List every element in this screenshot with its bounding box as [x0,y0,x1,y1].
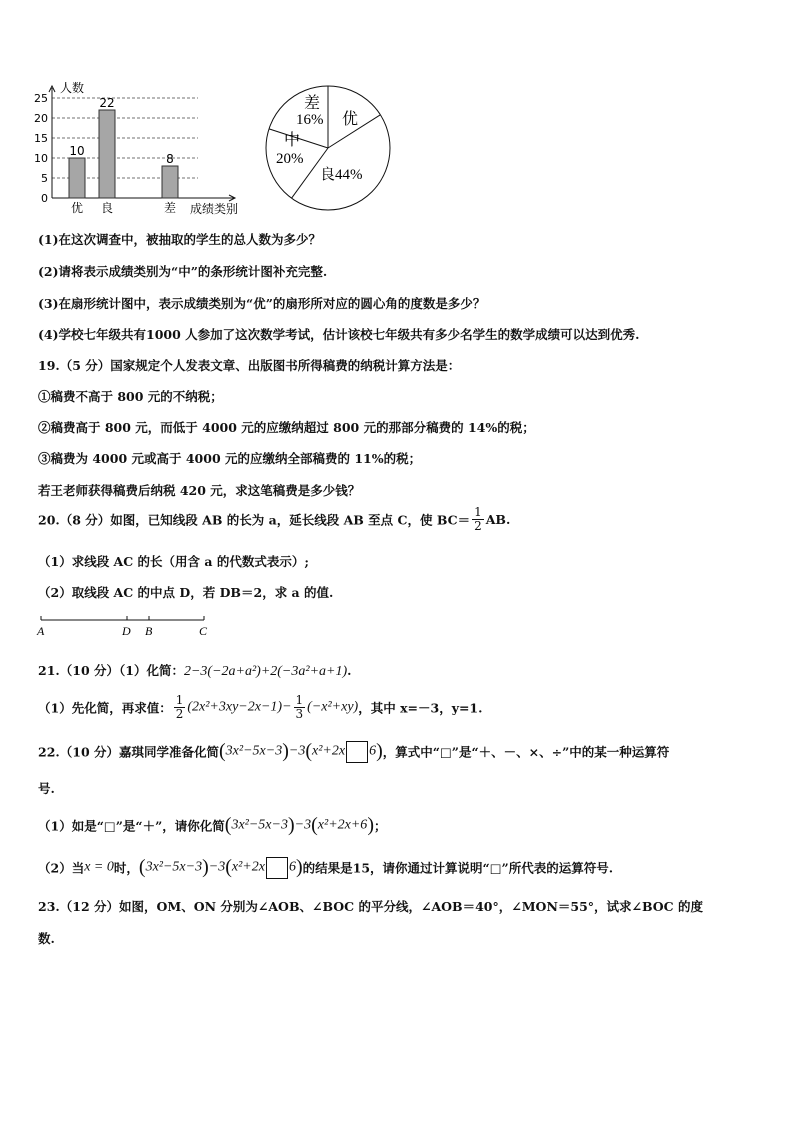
q22-p1: 3x²−5x−3 [225,743,283,759]
q20-2: （2）取线段 AC 的中点 D，若 DB＝2，求 a 的值. [38,585,334,600]
q19-head: 19.（5 分）国家规定个人发表文章、出版图书所得稿费的纳税计算方法是： [38,358,461,373]
q18-3: (3)在扇形统计图中，表示成绩类别为“优”的扇形所对应的圆心角的度数是多少？ [38,296,486,311]
q18-4: (4)学校七年级共有1000 人参加了这次数学考试，估计该校七年级共有多少名学生的数学成绩可以达到优秀. [38,327,640,342]
q22-2-p2: x²+2x [231,859,265,875]
q22-2-head: （2）当 [38,860,85,876]
q19-1: ①稿费不高于 800 元的不纳税； [38,389,223,404]
operator-box [266,857,288,879]
y-tick-label: 0 [41,192,48,205]
pie-chart [262,82,396,216]
y-tick-label: 20 [34,112,48,125]
q21-expr: 2−3(−2a+a²)+2(−3a²+a+1) [183,664,348,679]
q23-a: 23.（12 分）如图，OM、ON 分别为∠AOB、∠BOC 的平分线，∠AOB＝40°，∠MON＝55°，试求∠BOC 的度 [38,899,703,914]
bar [162,166,178,198]
pie-label-cha-pct: 16% [296,112,324,128]
q21-2 [38,694,482,721]
bar [99,110,115,198]
q21-2-expr-b: (−x²+xy) [307,699,359,715]
q20-head [38,506,510,533]
fraction-third [294,694,306,721]
x-category-label: 良 [100,201,114,215]
q21-end: . [347,663,352,678]
fraction-half [472,506,484,533]
bar-data-label: 10 [69,144,85,158]
y-tick-label: 10 [34,152,48,165]
frac-den: 2 [474,519,482,533]
bar [69,158,85,198]
y-tick-label: 5 [41,172,48,185]
q22-1: （1）如是“□”是“＋”，请你化简(3x²−5x−3)−3(x²+2x+6)； [38,814,387,836]
pie-label-you: 优 [342,111,359,128]
frac-num: 1 [175,693,184,707]
segment-figure [36,612,216,640]
q22-head-text: 22.（10 分）嘉琪同学准备化简 [38,744,219,760]
q21-2-expr-a: (2x²+3xy−2x−1)− [187,699,292,715]
q20-head-tail: AB. [485,512,511,527]
q21-2-head: （1）先化简，再求值： [38,700,172,716]
q21-2-end: ，其中 x=－3，y=1. [358,700,483,716]
q19-4: 若王老师获得稿费后纳税 420 元，求这笔稿费是多少钱？ [38,483,361,498]
q18-2: (2)请将表示成绩类别为“中”的条形统计图补充完整. [38,264,328,279]
frac-num: 1 [295,693,304,707]
q22-2-when: 时， [113,860,139,876]
label-b: B [145,624,153,638]
frac-num: 1 [474,505,482,519]
label-a: A [37,624,45,638]
bar-chart [30,80,255,220]
bar-data-label: 8 [166,152,174,166]
bar-ylabel: 人数 [60,81,85,95]
q22-mid: ，算式中“□”是“＋、－、×、÷”中的某一种运算符 [382,744,670,760]
q22-2-x0: x = 0 [84,859,114,875]
q22-p2b: 6 [369,743,377,759]
pie-label-cha: 差 [304,95,321,112]
q22-1-p3: x²+2x+6 [317,817,368,833]
pie-label-zhong-pct: 20% [276,151,304,167]
q20-1: （1）求线段 AC 的长（用含 a 的代数式表示）; [38,554,309,569]
operator-box [346,741,368,763]
q22-2-end: 的结果是15，请你通过计算说明“□”所代表的运算符号. [302,860,614,876]
label-c: C [199,624,208,638]
pie-label-zhong: 中 [284,132,301,149]
y-tick-label: 25 [34,92,48,105]
q21-head: 21.（10 分）（1）化简： [38,663,184,678]
q22-tail: 号. [38,781,55,796]
frac-den: 2 [175,707,184,721]
q22-p2: x²+2x [312,743,346,759]
pie-label-liang: 良44% [320,167,363,183]
bar-xlabel: 成绩类别 [190,202,239,216]
q22-2-p1: 3x²−5x−3 [145,859,203,875]
bar-data-label: 22 [99,96,115,110]
q22-2: （2）当x = 0时，(3x²−5x−3)−3(x²+2x 6)的结果是15，请你通过计算说明“□”所代表的运算符号. [38,856,614,878]
q19-2: ②稿费高于 800 元，而低于 4000 元的应缴纳超过 800 元的那部分稿费的 14%的税； [38,420,535,435]
q22-2-p2b: 6 [288,859,296,875]
q19-3: ③稿费为 4000 元或高于 4000 元的应缴纳全部稿费的 11%的税； [38,451,422,466]
q20-head-text: 20.（8 分）如图，已知线段 AB 的长为 a，延长线段 AB 至点 C，使 BC＝ [38,512,471,528]
y-tick-label: 15 [34,132,48,145]
q18-1: (1)在这次调查中，被抽取的学生的总人数为多少？ [38,232,322,247]
q22-1-p1: 3x²−5x−3 [231,817,288,833]
q22-1-end: ； [373,818,387,834]
q23-b: 数. [38,931,55,946]
label-d: D [122,624,131,638]
q22-head: 22.（10 分）嘉琪同学准备化简(3x²−5x−3)−3(x²+2x 6)，算式中“□”是“＋、－、×、÷”中的某一种运算符 [38,740,670,762]
frac-den: 3 [295,707,304,721]
x-category-label: 优 [70,201,84,215]
q22-1-head: （1）如是“□”是“＋”，请你化简 [38,818,225,834]
x-category-label: 差 [163,201,177,215]
q21-1 [38,661,352,680]
fraction-half-2 [174,694,186,721]
